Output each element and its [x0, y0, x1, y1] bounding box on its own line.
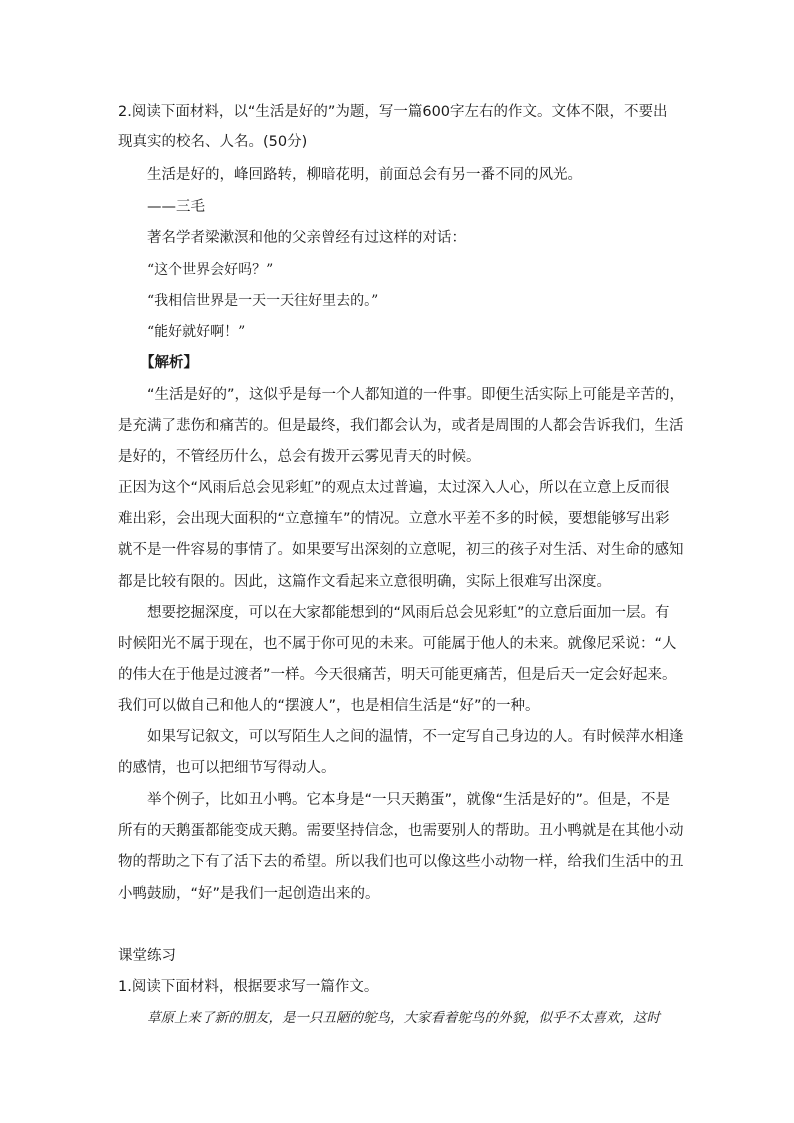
practice-heading: 课堂练习	[118, 948, 176, 964]
analysis-p3-line-1: 想要挖掘深度，可以在大家都能想到的“风雨后总会见彩虹”的立意后面加一层。有	[147, 605, 670, 621]
analysis-p2-line-4: 都是比较有限的。因此，这篇作文看起来立意很明确，实际上很难写出深度。	[118, 574, 611, 590]
practice-q1-material-line-1: 草原上来了新的朋友，是一只丑陋的鸵鸟，大家看着鸵鸟的外貌，似乎不太喜欢，这时	[147, 1010, 660, 1026]
practice-q1-prompt: 1.阅读下面材料，根据要求写一篇作文。	[118, 979, 379, 995]
material-dialogue-3: “能好就好啊！”	[147, 324, 246, 340]
analysis-p4-line-1: 如果写记叙文，可以写陌生人之间的温情，不一定写自己身边的人。有时候萍水相逢	[147, 729, 684, 745]
analysis-p2-line-2: 难出彩，会出现大面积的“立意撞车”的情况。立意水平差不多的时候，要想能够写出彩	[118, 511, 670, 527]
material-dialogue-1: “这个世界会好吗？”	[147, 262, 274, 278]
analysis-heading: 【解析】	[140, 355, 198, 371]
analysis-p1-line-1: “生活是好的”，这似乎是每一个人都知道的一件事。即便生活实际上可能是辛苦的，	[147, 387, 685, 403]
question-2-prompt-line-1: 2.阅读下面材料，以“生活是好的”为题，写一篇600字左右的作文。文体不限，不要出	[118, 104, 668, 120]
analysis-p1-line-3: 是好的，不管经历什么，总会有拨开云雾见青天的时候。	[118, 449, 481, 465]
analysis-p1-line-2: 是充满了悲伤和痛苦的。但是最终，我们都会认为，或者是周围的人都会告诉我们，生活	[118, 418, 684, 434]
analysis-p3-line-2: 时候阳光不属于现在，也不属于你可见的未来。可能属于他人的未来。就像尼采说：“人	[118, 636, 677, 652]
analysis-p5-line-1: 举个例子，比如丑小鸭。它本身是“一只天鹅蛋”，就像“生活是好的”。但是，不是	[147, 792, 671, 808]
material-dialogue-2: “我相信世界是一天一天往好里去的。”	[147, 293, 379, 309]
analysis-p4-line-2: 的感情，也可以把细节写得动人。	[118, 760, 336, 776]
analysis-p3-line-4: 我们可以做自己和他人的“摆渡人”，也是相信生活是“好”的一种。	[118, 698, 540, 714]
material-quote: 生活是好的，峰回路转，柳暗花明，前面总会有另一番不同的风光。	[147, 167, 582, 183]
question-2-prompt-line-2: 现真实的校名、人名。(50分)	[118, 134, 308, 150]
analysis-p5-line-3: 物的帮助之下有了活下去的希望。所以我们也可以像这些小动物一样，给我们生活中的丑	[118, 854, 684, 870]
analysis-p2-line-3: 就不是一件容易的事情了。如果要写出深刻的立意呢，初三的孩子对生活、对生命的感知	[118, 542, 684, 558]
analysis-p3-line-3: 的伟大在于他是过渡者”一样。今天很痛苦，明天可能更痛苦，但是后天一定会好起来。	[118, 667, 677, 683]
analysis-p5-line-4: 小鸭鼓励，“好”是我们一起创造出来的。	[118, 886, 380, 902]
material-dialogue-intro: 著名学者梁漱溟和他的父亲曾经有过这样的对话：	[147, 230, 466, 246]
analysis-p5-line-2: 所有的天鹅蛋都能变成天鹅。需要坚持信念，也需要别人的帮助。丑小鸭就是在其他小动	[118, 823, 684, 839]
material-author: ——三毛	[147, 199, 205, 215]
analysis-p2-line-1: 正因为这个“风雨后总会见彩虹”的观点太过普遍，太过深入人心，所以在立意上反而很	[118, 480, 670, 496]
